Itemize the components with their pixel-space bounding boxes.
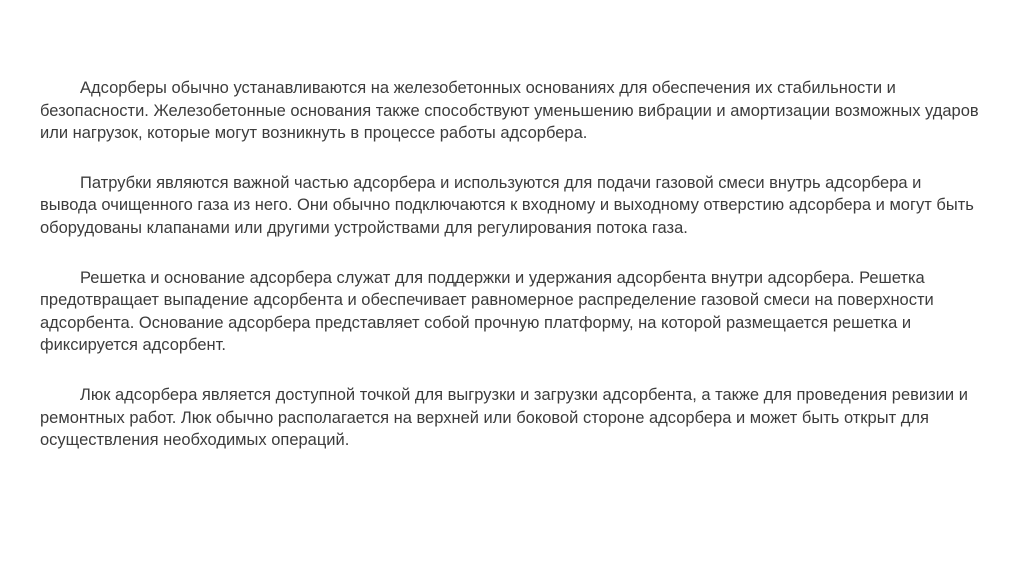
text-body — [40, 77, 980, 452]
paragraph-hatch: Люк адсорбера является доступной точкой для выгрузки и загрузки адсорбента, а также для проведения ревизии и ремонтных работ. Люк обычно располагается на верхней или боковой стороне адсорбера и может быть открыт для осуществления необходимых операций. — [40, 385, 968, 450]
paragraph-foundation: Адсорберы обычно устанавливаются на железобетонных основаниях для обеспечения их стабильности и безопасности. Железобетонные основания также способствуют уменьшению вибрации и амортизации возможных ударов или нагрузок, которые могут возникнуть в процессе работы адсорбера. — [40, 79, 979, 143]
paragraph-grid-base: Решетка и основание адсорбера служат для поддержки и удержания адсорбента внутри адсорбера. Решетка предотвращает выпадение адсорбента и обеспечивает равномерное распределение газовой смеси на поверхности адсорбента. Основание адсорбера представляет собой прочную платформу, на которой размещается решетка и фиксируется адсорбент. — [40, 268, 934, 355]
paragraph-nozzles: Патрубки являются важной частью адсорбера и используются для подачи газовой смеси внутрь адсорбера и вывода очищенного газа из него. Они обычно подключаются к входному и выходному отверстию адсорбера и могут быть оборудованы клапанами или другими устройствами для регулирования потока газа. — [40, 173, 974, 237]
